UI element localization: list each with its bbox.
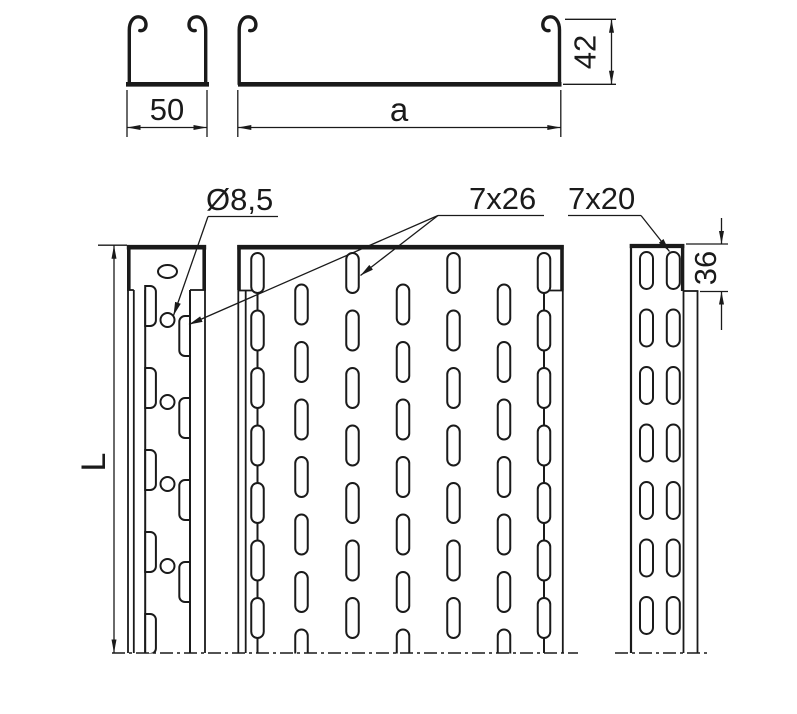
dim-tray-width	[238, 90, 561, 137]
slot-hole	[667, 597, 680, 634]
slot-hole	[498, 342, 511, 382]
slot-hole	[145, 450, 156, 490]
slot-hole	[397, 630, 410, 670]
slot-hole	[295, 342, 308, 382]
slot-hole	[251, 368, 264, 408]
dim-tray-width-text: a	[389, 91, 409, 128]
slot-hole	[667, 252, 680, 289]
callout-side-slots	[568, 181, 670, 252]
dim-channel-width-text: 50	[149, 92, 185, 127]
slot-hole	[397, 400, 410, 440]
slot-hole	[397, 457, 410, 497]
slot-hole	[346, 426, 359, 466]
dim-arrow-right	[194, 125, 208, 130]
slot-hole	[447, 541, 460, 581]
slot-hole	[498, 400, 511, 440]
tray-left-wall-hook	[239, 17, 256, 84]
slot-hole	[498, 630, 511, 670]
slot-hole	[498, 572, 511, 612]
round-hole	[161, 395, 175, 409]
slot-hole	[397, 515, 410, 555]
slot-hole	[538, 426, 551, 466]
slot-hole	[295, 572, 308, 612]
slot-hole	[498, 457, 511, 497]
slot-hole	[538, 483, 551, 523]
slot-hole	[179, 562, 190, 602]
callout-hole-text: Ø8,5	[206, 182, 274, 217]
dim-length-text: L	[75, 452, 113, 472]
callout-side-slots-text: 7x20	[568, 181, 636, 216]
slot-hole	[145, 614, 156, 654]
slot-hole	[295, 630, 308, 670]
channel-perforation-pattern	[145, 286, 190, 654]
slot-hole	[447, 253, 460, 293]
slot-hole	[447, 426, 460, 466]
slot-hole	[640, 597, 653, 634]
slot-hole	[251, 426, 264, 466]
slot-hole	[498, 285, 511, 325]
channel-left-wall-hook	[129, 17, 146, 84]
profile-tray-section	[238, 17, 562, 85]
slot-hole	[145, 532, 156, 572]
dim-channel-width	[127, 90, 207, 137]
slot-hole	[397, 572, 410, 612]
slot-hole	[295, 515, 308, 555]
slot-hole	[667, 367, 680, 404]
slot-hole	[667, 310, 680, 347]
tray-right-wall-hook	[543, 17, 560, 84]
slot-hole	[346, 598, 359, 638]
tray-perforation-pattern	[251, 253, 550, 670]
dim-length	[75, 245, 127, 653]
dim-tray-height	[563, 19, 616, 84]
joint-oval-hole	[158, 265, 177, 278]
plan-channel-view	[127, 245, 206, 654]
slot-hole	[251, 253, 264, 293]
slot-hole	[397, 285, 410, 325]
dim-arrow-top	[112, 245, 117, 259]
slot-hole	[179, 480, 190, 520]
slot-hole	[640, 367, 653, 404]
slot-hole	[251, 483, 264, 523]
slot-hole	[640, 252, 653, 289]
slot-hole	[251, 541, 264, 581]
dim-arrow-top	[719, 231, 724, 244]
slot-hole	[295, 285, 308, 325]
channel-right-wall-hook	[189, 17, 206, 84]
dim-tray-height-text: 42	[567, 34, 603, 70]
slot-hole	[251, 598, 264, 638]
slot-hole	[346, 541, 359, 581]
dim-arrow-bottom	[112, 640, 117, 654]
slot-hole	[640, 310, 653, 347]
slot-hole	[667, 540, 680, 577]
plan-tray-view	[237, 245, 563, 670]
slot-hole	[538, 598, 551, 638]
dim-end-overlap	[686, 218, 728, 330]
dim-arrow-top	[609, 19, 614, 33]
slot-hole	[346, 483, 359, 523]
slot-hole	[498, 515, 511, 555]
slot-hole	[667, 482, 680, 519]
callout-bottom-slots-text: 7x26	[469, 181, 537, 216]
round-hole	[161, 477, 175, 491]
profile-channel-section	[126, 17, 209, 85]
round-hole	[161, 313, 175, 327]
slot-hole	[346, 311, 359, 351]
slot-hole	[145, 368, 156, 408]
slot-hole	[447, 598, 460, 638]
slot-hole	[538, 311, 551, 351]
dim-arrow-left	[127, 125, 141, 130]
slot-hole	[346, 253, 359, 293]
slot-hole	[251, 311, 264, 351]
slot-hole	[397, 342, 410, 382]
slot-hole	[179, 316, 190, 356]
slot-hole	[179, 398, 190, 438]
dim-arrow-bottom	[609, 71, 614, 85]
slot-hole	[447, 483, 460, 523]
slot-hole	[538, 253, 551, 293]
slot-hole	[640, 482, 653, 519]
slot-hole	[447, 311, 460, 351]
side-perforation-pattern	[640, 252, 680, 634]
round-hole	[161, 559, 175, 573]
dim-arrow-bottom	[719, 292, 724, 305]
slot-hole	[295, 457, 308, 497]
slot-hole	[346, 368, 359, 408]
slot-hole	[447, 368, 460, 408]
slot-hole	[538, 541, 551, 581]
slot-hole	[538, 368, 551, 408]
slot-hole	[145, 286, 156, 326]
dim-arrow-right	[547, 125, 561, 130]
slot-hole	[295, 400, 308, 440]
slot-hole	[640, 540, 653, 577]
dim-end-overlap-text: 36	[688, 250, 723, 286]
side-view	[630, 244, 699, 653]
dim-arrow-left	[238, 125, 252, 130]
slot-hole	[640, 425, 653, 462]
slot-hole	[667, 425, 680, 462]
